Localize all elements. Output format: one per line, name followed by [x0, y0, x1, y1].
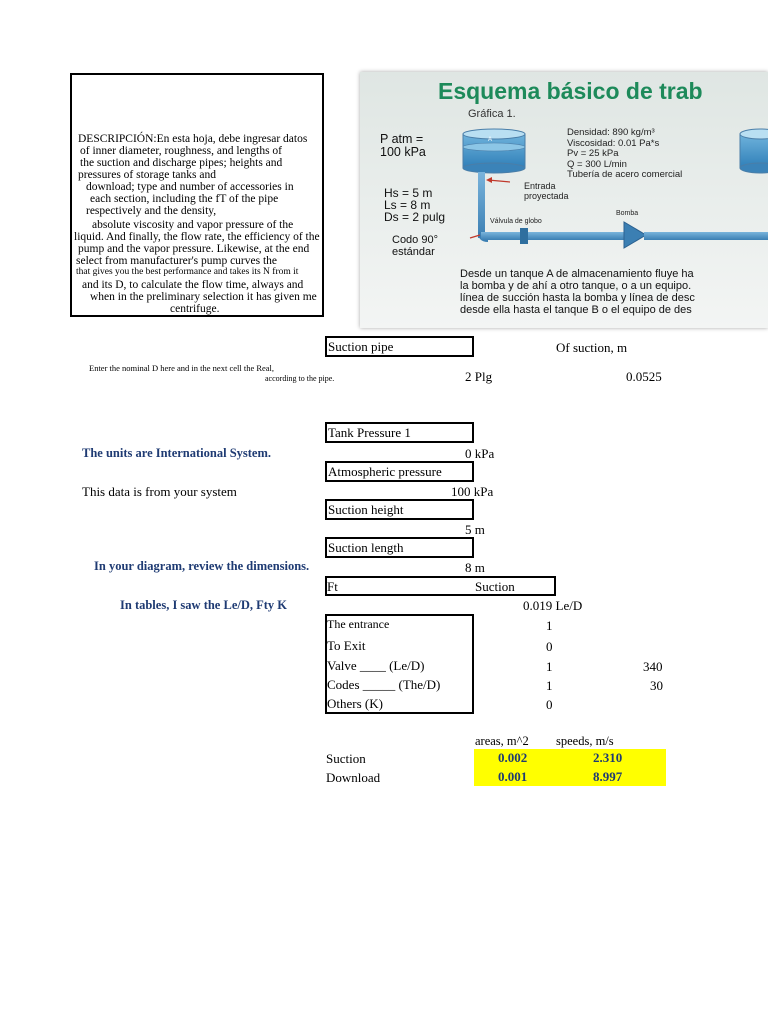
nominal-note: Enter the nominal D here and in the next cell the Real, [89, 363, 275, 373]
suction-pipe-vertical [478, 172, 485, 238]
entrada-label-1: Entrada [524, 181, 556, 191]
suction-length-cell[interactable]: Suction length [325, 537, 474, 558]
entrada-label-2: proyectada [524, 191, 569, 201]
valve-label: Válvula de globo [490, 218, 542, 225]
result-row-label: Suction [326, 751, 366, 766]
result-area[interactable]: 0.001 [498, 769, 528, 784]
diagram-description-line: la bomba y de ahí a otro tanque, o a un equipo. [460, 280, 692, 292]
description-line: pressures of storage tanks and [78, 169, 216, 181]
diagram-dimension: Ls = 8 m [384, 198, 431, 212]
fitting-led[interactable]: 30 [650, 678, 663, 693]
description-line: that gives you the best performance and takes its N from it [76, 267, 299, 277]
real-diameter-value[interactable]: 0.0525 [626, 369, 662, 384]
description-line: pump and the vapor pressure. Likewise, at the end [78, 243, 310, 255]
diagram-property: Densidad: 890 kg/m³ [567, 127, 655, 138]
result-speed[interactable]: 8.997 [593, 769, 623, 784]
fitting-led[interactable]: 340 [643, 659, 663, 674]
patm-value: 100 kPa [380, 145, 426, 159]
description-line: centrifuge. [170, 303, 220, 315]
description-line: download; type and number of accessories in [86, 181, 294, 193]
diagram-property: Pv = 25 kPa [567, 148, 619, 159]
diagram-property: Tubería de acero comercial [567, 169, 683, 180]
diagram-subtitle: Gráfica 1. [468, 108, 516, 120]
description-line: of inner diameter, roughness, and lengths of [80, 145, 283, 157]
fitting-count[interactable]: 0 [546, 697, 553, 712]
atm-pressure-value[interactable]: 100 kPa [451, 484, 494, 499]
nominal-note-2: according to the pipe. [265, 374, 335, 383]
patm-label: P atm = [380, 132, 424, 146]
nominal-diameter-value[interactable]: 2 Plg [465, 369, 493, 384]
diagram-description-line: línea de succión hasta la bomba y línea de desc [460, 292, 695, 304]
fitting-count[interactable]: 0 [546, 639, 553, 654]
speeds-header: speeds, m/s [556, 734, 614, 748]
suction-pipe-cell[interactable]: Suction pipe [325, 336, 474, 357]
of-suction-label: Of suction, m [556, 340, 628, 355]
units-note: The units are International System. [82, 446, 272, 460]
codo-label-2: estándar [392, 246, 435, 258]
description-line: each section, including the fT of the pipe [90, 193, 279, 205]
atm-pressure-cell[interactable]: Atmospheric pressure [325, 461, 474, 482]
ft-value[interactable]: 0.019 Le/D [523, 598, 583, 613]
description-line: liquid. And finally, the flow rate, the efficiency of the [74, 231, 320, 243]
tank-pressure-value[interactable]: 0 kPa [465, 446, 495, 461]
description-line: DESCRIPCIÓN:En esta hoja, debe ingresar datos [78, 133, 308, 145]
ft-label: Ft [327, 579, 338, 594]
result-speed[interactable]: 2.310 [593, 750, 623, 765]
codo-label-1: Codo 90° [392, 234, 438, 246]
description-line: the suction and discharge pipes; heights and [80, 157, 283, 169]
description-line: and its D, to calculate the flow time, always and [82, 279, 304, 291]
tables-note: In tables, I saw the Le/D, Fty K [120, 598, 288, 612]
suction-length-value[interactable]: 8 m [465, 560, 485, 575]
fitting-label: To Exit [327, 638, 366, 653]
fitting-count[interactable]: 1 [546, 618, 553, 633]
fitting-count[interactable]: 1 [546, 678, 553, 693]
fitting-label: Valve ____ (Le/D) [327, 658, 425, 673]
globe-valve [520, 228, 528, 244]
description-line: select from manufacturer's pump curves the [76, 255, 278, 267]
diagram-title: Esquema básico de trab [438, 78, 703, 104]
pump-system-diagram [360, 72, 768, 328]
suction-pipe-horizontal [481, 232, 626, 240]
description-line: respectively and the density, [86, 205, 217, 217]
diagram-property: Q = 300 L/min [567, 158, 627, 170]
result-row-label: Download [326, 770, 381, 785]
diagram-dimension: Hs = 5 m [384, 186, 433, 200]
suction-height-value[interactable]: 5 m [465, 522, 485, 537]
diagram-dimension: Ds = 2 pulg [384, 210, 446, 224]
tank-pressure-cell[interactable]: Tank Pressure 1 [325, 422, 474, 443]
description-line: absolute viscosity and vapor pressure of the [92, 219, 294, 231]
fitting-label: Others (K) [327, 696, 383, 711]
fitting-count[interactable]: 1 [546, 659, 553, 674]
suction-col-label: Suction [475, 579, 515, 594]
fitting-label: Codes _____ (The/D) [327, 677, 441, 692]
description-line: when in the preliminary selection it has given me [90, 291, 317, 303]
tank-a-label: A [488, 137, 493, 143]
diagram-property: Viscosidad: 0.01 Pa*s [567, 137, 660, 149]
areas-header: areas, m^2 [475, 734, 529, 748]
diagram-description-line: Desde un tanque A de almacenamiento fluye ha [460, 268, 694, 280]
review-note: In your diagram, review the dimensions. [94, 559, 310, 573]
ft-header-cell [325, 576, 556, 596]
result-area[interactable]: 0.002 [498, 750, 528, 765]
suction-height-cell[interactable]: Suction height [325, 499, 474, 520]
fitting-label: The entrance [327, 617, 390, 631]
diagram-description-line: desde ella hasta el tanque B o el equipo de des [460, 304, 692, 316]
system-note: This data is from your system [82, 484, 237, 499]
pump-label: Bomba [616, 210, 639, 217]
